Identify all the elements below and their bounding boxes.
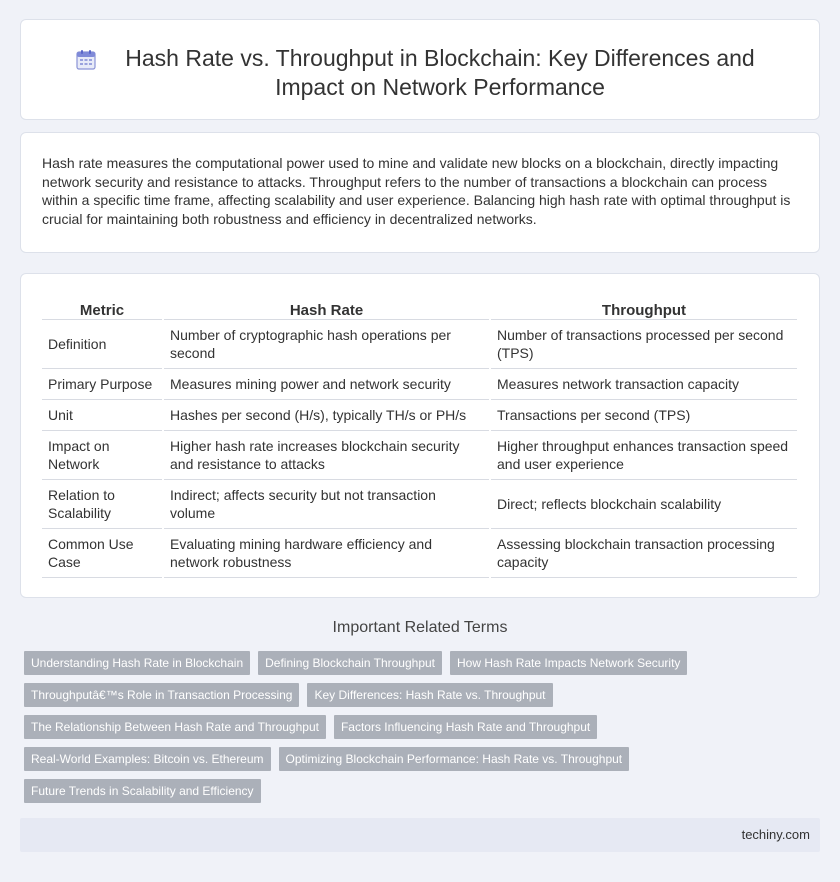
related-term-link[interactable]: Factors Influencing Hash Rate and Throughput bbox=[334, 715, 597, 739]
intro-card bbox=[20, 132, 820, 253]
table-cell-hash-rate: Indirect; affects security but not transaction volume bbox=[163, 479, 490, 528]
table-row bbox=[42, 399, 798, 430]
page-title-line1: Hash Rate vs. Throughput in Blockchain: Key Differences and bbox=[125, 45, 755, 71]
column-header-throughput: Throughput bbox=[490, 295, 798, 319]
table-cell-metric: Unit bbox=[42, 399, 163, 430]
related-term-link[interactable]: Throughputâ€™s Role in Transaction Processing bbox=[24, 683, 299, 707]
table-cell-hash-rate: Hashes per second (H/s), typically TH/s or PH/s bbox=[163, 399, 490, 430]
table-cell-metric: Relation to Scalability bbox=[42, 479, 163, 528]
table-row bbox=[42, 319, 798, 368]
table-row bbox=[42, 528, 798, 577]
related-terms-list bbox=[24, 651, 824, 811]
related-term-link[interactable]: Understanding Hash Rate in Blockchain bbox=[24, 651, 250, 675]
related-term-link[interactable]: How Hash Rate Impacts Network Security bbox=[450, 651, 687, 675]
table-cell-hash-rate: Number of cryptographic hash operations per second bbox=[163, 319, 490, 368]
table-cell-metric: Common Use Case bbox=[42, 528, 163, 577]
related-term-link[interactable]: Future Trends in Scalability and Efficiency bbox=[24, 779, 261, 803]
footer-site-name[interactable]: techiny.com bbox=[741, 827, 810, 842]
table-cell-throughput: Transactions per second (TPS) bbox=[490, 399, 798, 430]
related-term-link[interactable]: Defining Blockchain Throughput bbox=[258, 651, 442, 675]
column-header-metric: Metric bbox=[42, 295, 163, 319]
table-cell-hash-rate: Higher hash rate increases blockchain security and resistance to attacks bbox=[163, 430, 490, 479]
table-cell-metric: Primary Purpose bbox=[42, 368, 163, 399]
related-term-link[interactable]: The Relationship Between Hash Rate and Throughput bbox=[24, 715, 326, 739]
footer bbox=[20, 818, 820, 852]
table-cell-hash-rate: Evaluating mining hardware efficiency and network robustness bbox=[163, 528, 490, 577]
title-card bbox=[20, 19, 820, 120]
table-row bbox=[42, 430, 798, 479]
page-title bbox=[81, 44, 799, 102]
related-terms-heading: Important Related Terms bbox=[332, 619, 508, 636]
table-cell-throughput: Number of transactions processed per second (TPS) bbox=[490, 319, 798, 368]
comparison-table bbox=[42, 295, 799, 578]
table-cell-throughput: Higher throughput enhances transaction speed and user experience bbox=[490, 430, 798, 479]
table-cell-throughput: Assessing blockchain transaction processing capacity bbox=[490, 528, 798, 577]
table-cell-hash-rate: Measures mining power and network security bbox=[163, 368, 490, 399]
table-row bbox=[42, 479, 798, 528]
table-row bbox=[42, 368, 798, 399]
table-cell-metric: Definition bbox=[42, 319, 163, 368]
table-header-row bbox=[42, 295, 798, 319]
table-cell-metric: Impact on Network bbox=[42, 430, 163, 479]
related-term-link[interactable]: Key Differences: Hash Rate vs. Throughput bbox=[307, 683, 552, 707]
comparison-card bbox=[20, 273, 820, 598]
table-cell-throughput: Measures network transaction capacity bbox=[490, 368, 798, 399]
related-term-link[interactable]: Real-World Examples: Bitcoin vs. Ethereum bbox=[24, 747, 271, 771]
column-header-hash-rate: Hash Rate bbox=[163, 295, 490, 319]
page-title-line2: Impact on Network Performance bbox=[275, 74, 605, 100]
related-term-link[interactable]: Optimizing Blockchain Performance: Hash Rate vs. Throughput bbox=[279, 747, 630, 771]
intro-paragraph: Hash rate measures the computational power used to mine and validate new blocks on a blockchain, directly impacting network security and resistance to attacks. Throughput refers to the number of transactions a blockchain can process within a specific time frame, affecting scalability and user experience. Balancing high hash rate with optimal throughput is crucial for maintaining both robustness and efficiency in decentralized networks. bbox=[42, 155, 791, 227]
table-cell-throughput: Direct; reflects blockchain scalability bbox=[490, 479, 798, 528]
